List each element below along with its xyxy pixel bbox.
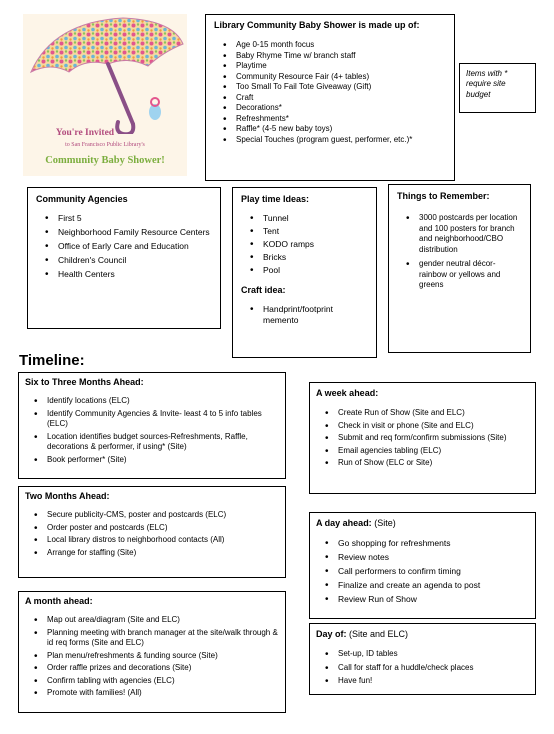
list-item: • Refreshments* [214, 114, 446, 125]
two-months-box [18, 486, 286, 578]
section-title [316, 629, 529, 639]
list-item: • Age 0-15 month focus [214, 40, 446, 51]
list-item: • KODO ramps [241, 239, 368, 250]
list-item: • Craft [214, 93, 446, 104]
section-title: Two Months Ahead: [25, 491, 110, 501]
list-item: • Handprint/footprint memento [241, 304, 368, 326]
list-item: • Planning meeting with branch manager at the site/walk through & id req forms (Site and ELC) [25, 628, 279, 649]
craft-title: Craft idea: [241, 285, 286, 296]
invite-line-1: You're Invited [55, 128, 115, 138]
timeline-heading: Timeline: [19, 352, 85, 369]
list-item: • Identify Community Agencies & Invite- least 4 to 5 info tables (ELC) [25, 409, 279, 430]
list-item: • Confirm tabling with agencies (ELC) [25, 676, 279, 687]
list-item: • Bricks [241, 252, 368, 263]
list-item: • Identify locations (ELC) [25, 396, 279, 407]
overview-title: Library Community Baby Shower is made up of: [214, 20, 420, 30]
list-item: • Special Touches (program guest, performer, etc.)* [214, 135, 446, 146]
invitation-graphic [23, 14, 187, 176]
list-item: • Secure publicity-CMS, poster and postcards (ELC) [25, 510, 279, 521]
day-of-suffix: (Site and ELC) [349, 629, 409, 639]
list-item: • Decorations* [214, 103, 446, 114]
section-title: A week ahead: [316, 388, 379, 398]
week-ahead-box [309, 382, 536, 494]
list-item: • First 5 [36, 213, 212, 224]
list-item: • Raffle* (4-5 new baby toys) [214, 124, 446, 135]
overview-box [205, 14, 455, 181]
list-item: • Set-up, ID tables [316, 649, 529, 660]
day-ahead-title: A day ahead: [316, 518, 372, 528]
section-title: Six to Three Months Ahead: [25, 377, 144, 387]
list-item: • Office of Early Care and Education [36, 241, 212, 252]
list-item: • Order raffle prizes and decorations (Site) [25, 663, 279, 674]
list-item: • Call for staff for a huddle/check places [316, 663, 529, 674]
list-item: • Review Run of Show [316, 594, 529, 605]
list-item: • Children's Council [36, 255, 212, 266]
invite-line-3: Community Baby Shower! [45, 155, 165, 166]
list-item: • Finalize and create an agenda to post [316, 580, 529, 591]
budget-note: Items with * require site budget [459, 63, 536, 113]
list-item: • Community Resource Fair (4+ tables) [214, 72, 446, 83]
list-item: • Neighborhood Family Resource Centers [36, 227, 212, 238]
remember-title: Things to Remember: [397, 191, 490, 201]
list-item: • Submit and req form/confirm submissions (Site) [316, 433, 529, 444]
list-item: • Email agencies tabling (ELC) [316, 446, 529, 457]
agencies-title: Community Agencies [36, 194, 128, 204]
list-item: • Map out area/diagram (Site and ELC) [25, 615, 279, 626]
agencies-box [27, 187, 221, 329]
six-to-three-months-box [18, 372, 286, 479]
list-item: • Location identifies budget sources-Refreshments, Raffle, decorations & performer, if using* (Site) [25, 432, 279, 453]
section-title: A month ahead: [25, 596, 93, 606]
list-item: • Health Centers [36, 269, 212, 280]
invite-line-2: to San Francisco Public Library's [65, 142, 145, 148]
list-item: • Promote with families! (All) [25, 688, 279, 699]
list-item: • 3000 postcards per location and 100 posters for branch and neighborhood/CBO distribution [397, 213, 522, 255]
day-ahead-box [309, 512, 536, 619]
playtime-title: Play time Ideas: [241, 194, 310, 204]
list-item: • Call performers to confirm timing [316, 566, 529, 577]
one-month-box [18, 591, 286, 713]
playtime-box [232, 187, 377, 358]
remember-box [388, 184, 531, 353]
list-item: • gender neutral décor- rainbow or yellows and greens [397, 259, 522, 291]
list-item: • Check in visit or phone (Site and ELC) [316, 421, 529, 432]
list-item: • Have fun! [316, 676, 529, 687]
list-item: • Playtime [214, 61, 446, 72]
list-item: • Too Small To Fail Tote Giveaway (Gift) [214, 82, 446, 93]
list-item: • Run of Show (ELC or Site) [316, 458, 529, 469]
day-of-title: Day of: [316, 629, 347, 639]
list-item: • Tent [241, 226, 368, 237]
day-ahead-suffix: (Site) [374, 518, 396, 528]
umbrella-icon [23, 14, 187, 134]
list-item: • Order poster and postcards (ELC) [25, 523, 279, 534]
list-item: • Local library distros to neighborhood contacts (All) [25, 535, 279, 546]
list-item: • Arrange for staffing (Site) [25, 548, 279, 559]
list-item: • Book performer* (Site) [25, 455, 279, 466]
list-item: • Go shopping for refreshments [316, 538, 529, 549]
list-item: • Create Run of Show (Site and ELC) [316, 408, 529, 419]
section-title [316, 518, 529, 528]
day-of-box [309, 623, 536, 695]
list-item: • Baby Rhyme Time w/ branch staff [214, 51, 446, 62]
list-item: • Review notes [316, 552, 529, 563]
list-item: • Pool [241, 265, 368, 276]
list-item: • Plan menu/refreshments & funding source (Site) [25, 651, 279, 662]
list-item: • Tunnel [241, 213, 368, 224]
